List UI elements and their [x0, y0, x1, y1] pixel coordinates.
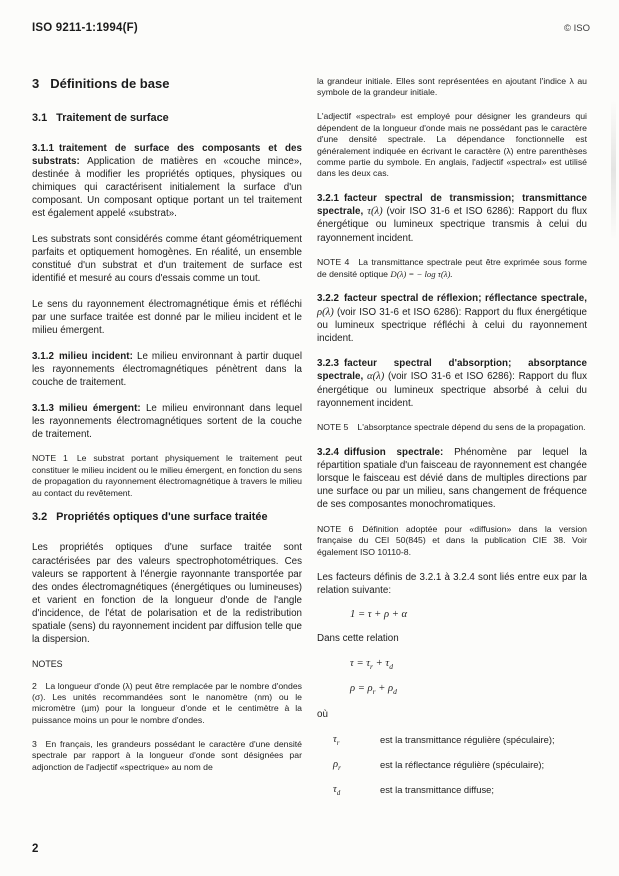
subscript-r: r — [370, 662, 373, 672]
paragraph-sens-rayonnement: Le sens du rayonnement électromagnétique émis et réfléchi par une surface traitée est donné par le milieu incident et le milieu émergent. — [32, 298, 302, 337]
note-1 — [32, 453, 302, 499]
definition-term: 3.2.2 facteur spectral de réflexion; réflectance spectrale, — [317, 293, 587, 305]
symbol-definition-row — [317, 734, 587, 747]
subscript-d: d — [389, 662, 393, 672]
section-number: 3 — [32, 76, 40, 91]
symbol-subscript: r — [336, 738, 340, 747]
symbol-tau-r — [333, 734, 380, 747]
symbol-rho-r — [333, 759, 380, 772]
subsection-heading-3-1 — [32, 112, 302, 124]
definition-3-2-4 — [317, 446, 587, 511]
definition-term: 3.2.4 diffusion spectrale: — [317, 447, 455, 459]
symbol-definition-row — [317, 759, 587, 772]
equation-part: ρ = ρ — [350, 683, 373, 695]
symbol-subscript: r — [338, 764, 341, 773]
subsection-number: 3.2 — [32, 511, 48, 524]
definition-3-1-2 — [32, 350, 302, 389]
paragraph-adjectif-spectral: L'adjectif «spectral» est employé pour désigner les grandeurs qui dépendent de la longueur d'onde mais ne possédant pas le caractère d'une densité spectrale. La dépendance fonctionnelle est généralement indiquée en écrivant le caractère (λ) entre parenthèses comme partie du symbole. En anglais, l'adjectif «spectral» est utilisé dans les deux cas. — [317, 111, 587, 179]
alpha-lambda-symbol: α(λ) — [367, 371, 385, 383]
definition-body: Le milieu environnant à partir duquel les rayonnements électromagnétiques pénètrent dans la couche de traitement. — [32, 350, 302, 388]
subsection-title: Propriétés optiques d'une surface traitée — [56, 511, 268, 524]
optical-density-formula: D(λ) = − log τ(λ). — [390, 268, 453, 279]
definition-3-2-3 — [317, 357, 587, 409]
definition-body: (voir ISO 31-6 et ISO 6286): Rapport du flux énergétique ou lumineux spectrique transmis à celui du rayonnement incident. — [317, 206, 587, 244]
scan-artifact — [611, 100, 616, 240]
symbol-glyph: ρ — [333, 758, 339, 770]
equation-tau — [317, 658, 587, 671]
note-label: NOTE 6 — [317, 524, 354, 535]
note-3-continuation: la grandeur initiale. Elles sont représentées en ajoutant l'indice λ au symbole de la grandeur initiale. — [317, 76, 587, 98]
subscript-d: d — [393, 687, 397, 697]
symbol-subscript: d — [336, 789, 341, 798]
subsection-title: Traitement de surface — [56, 112, 169, 124]
note-2: 2 La longueur d'onde (λ) peut être remplacée par le nombre d'ondes (σ). Les unités recommandées sont le nanomètre (nm) ou le micromètre (µm) pour la longueur d'onde et le centimètre à la puissance moins un pour le nombre d'ondes. — [32, 680, 302, 725]
page-header — [32, 22, 590, 34]
note-6 — [317, 524, 587, 558]
symbol-description: est la transmittance diffuse; — [380, 784, 494, 796]
equation-sum: 1 = τ + ρ + α — [350, 609, 408, 621]
definition-body: Phénomène par lequel la répartition spatiale d'un faisceau de rayonnement est changée lorsque le faisceau est dévié dans de multiples directions par une surface ou par un milieu, sans changement de fréquence de ses composantes monochromatiques. — [317, 447, 588, 511]
subsection-number: 3.1 — [32, 112, 48, 124]
equation-part: + ρ — [375, 683, 394, 695]
definition-term: 3.1.1 traitement de surface des composants et des substrats: — [32, 143, 302, 168]
subsection-heading-3-2 — [32, 511, 302, 523]
paragraph-facteurs-relation: Les facteurs définis de 3.2.1 à 3.2.4 sont liés entre eux par la relation suivante: — [317, 571, 587, 596]
notes-heading: NOTES — [32, 658, 63, 669]
paragraph-ou: où — [317, 709, 328, 721]
symbol-glyph: τ — [333, 733, 337, 745]
note-label: NOTE 5 — [317, 422, 349, 433]
note-text: Le substrat portant physiquement le traitement peut constituer le milieu incident ou le milieu émergent, en fonction du sens de propagation du rayonnement électromagnétique à travers le milieu au contact du revêtement. — [32, 453, 302, 498]
note-label: NOTE 1 — [32, 453, 68, 464]
page-number: 2 — [32, 843, 39, 855]
symbol-description: est la transmittance régulière (spéculaire); — [380, 733, 555, 745]
definition-3-1-3 — [32, 402, 302, 441]
note-text: La transmittance spectrale peut être exprimée sous forme de densité optique — [317, 257, 587, 279]
equation-part: + τ — [372, 658, 390, 670]
definition-3-1-1 — [32, 142, 302, 221]
paragraph-dans-cette-relation: Dans cette relation — [317, 633, 399, 645]
definition-body: Application de matières en «couche mince», destinée à modifier les propriétés optiques, physiques ou chimiques qui caractérisent initialement la surface d'un composant. Un composant optique portant un tel traitement est également appelé «substrat». — [32, 156, 302, 220]
copyright-notice: © ISO — [563, 23, 590, 34]
definition-body: (voir ISO 31-6 et ISO 6286): Rapport du flux énergétique ou lumineux spectrique réfléchi à celui du rayonnement incident. — [317, 306, 587, 344]
equation-part: τ = τ — [350, 658, 371, 670]
paragraph-proprietes-optiques: Les propriétés optiques d'une surface traitée sont caractérisées par des valeurs spectrophotométriques. Ces valeurs se rapportent à l'énergie rayonnante transportée par des ondes électromagnétiques (énergétiques ou lumineuses) et varient en fonction de la longueur d'onde de l'angle d'incidence, de l'état de polarisation et de la redistribution spatiale (sens) du rayonnement incident par diffusion telle que la dispersion. — [32, 542, 302, 646]
tau-lambda-symbol: τ(λ) — [367, 206, 383, 218]
symbol-description: est la réflectance régulière (spéculaire); — [380, 758, 545, 770]
two-column-layout — [32, 76, 590, 809]
symbol-tau-d — [333, 784, 380, 797]
section-title: Définitions de base — [50, 76, 170, 91]
definition-term: 3.2.3 facteur spectral d'absorption; absorptance spectrale, — [317, 358, 587, 383]
paragraph-substrats: Les substrats sont considérés comme étant géométriquement parfaits et optiquement homogènes. En réalité, un ensemble constitué d'un substrat et d'un traitement de surface est identifié et mesuré au cours d'essais comme un tout. — [32, 234, 302, 285]
definition-term: 3.1.3 milieu émergent: — [32, 402, 146, 414]
definition-term: 3.2.1 facteur spectral de transmission; transmittance spectrale, — [317, 193, 587, 218]
note-3: 3 En français, les grandeurs possédant le caractère d'une densité spectrale par rapport à la longueur d'onde sont désignées par adjonction de l'adjectif «spectrique» au nom de — [32, 738, 302, 772]
definition-3-2-2 — [317, 292, 587, 344]
note-text: Définition adoptée pour «diffusion» dans la version française du CEI 50(845) et dans la publication CIE 38. Voir également ISO 10110-8. — [317, 524, 587, 557]
definition-term: 3.1.2 milieu incident: — [32, 350, 138, 362]
definition-body: Le milieu environnant dans lequel les rayonnements électromagnétiques sortent de la couche de traitement. — [32, 402, 302, 440]
definition-3-2-1 — [317, 192, 587, 244]
symbol-glyph: τ — [333, 784, 337, 796]
definition-body: (voir ISO 31-6 et ISO 6286): Rapport du flux énergétique ou lumineux spectrique absorbé à celui du rayonnement incident. — [317, 371, 587, 409]
rho-lambda-symbol: ρ(λ) — [317, 306, 334, 318]
right-column — [317, 76, 587, 809]
note-4 — [317, 257, 587, 280]
section-heading-3 — [32, 76, 302, 91]
note-5 — [317, 422, 587, 433]
equation-rho — [317, 683, 587, 696]
note-text: L'absorptance spectrale dépend du sens de la propagation. — [357, 422, 586, 433]
left-column — [32, 76, 302, 809]
document-reference: ISO 9211-1:1994(F) — [32, 22, 138, 34]
subscript-r: r — [372, 687, 376, 697]
note-label: NOTE 4 — [317, 257, 350, 268]
symbol-definition-row — [317, 784, 587, 797]
